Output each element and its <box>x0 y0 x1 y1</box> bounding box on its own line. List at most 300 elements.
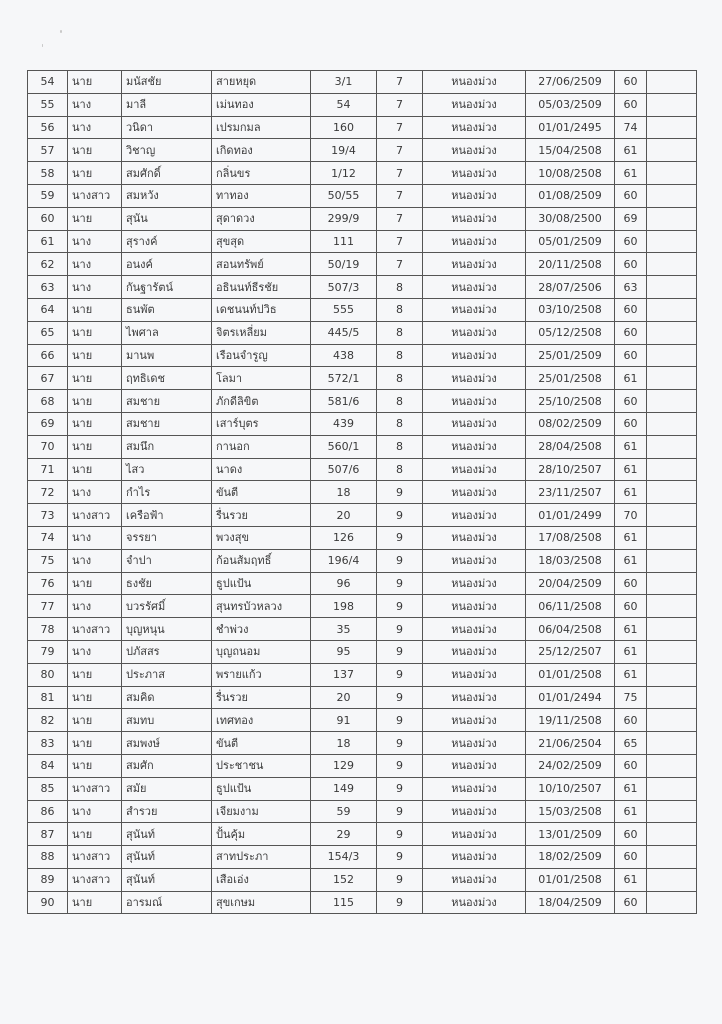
birth-date-cell: 18/02/2509 <box>526 846 615 869</box>
note-cell <box>647 686 697 709</box>
note-cell <box>647 891 697 914</box>
moo-cell: 9 <box>377 686 423 709</box>
first-name-cell: มนัสชัย <box>122 71 212 94</box>
age-cell: 60 <box>615 184 647 207</box>
first-name-cell: สมศักดิ์ <box>122 162 212 185</box>
birth-date-cell: 28/07/2506 <box>526 276 615 299</box>
birth-date-cell: 25/01/2508 <box>526 367 615 390</box>
table-row <box>28 71 697 94</box>
age-cell: 60 <box>615 230 647 253</box>
note-cell <box>647 754 697 777</box>
last-name-cell: สอนทรัพย์ <box>212 253 311 276</box>
age-cell: 61 <box>615 777 647 800</box>
table-row <box>28 139 697 162</box>
first-name-cell: สุนันท์ <box>122 823 212 846</box>
row-number-cell: 64 <box>28 298 68 321</box>
table-row <box>28 390 697 413</box>
table-row <box>28 435 697 458</box>
house-number-cell: 299/9 <box>311 207 377 230</box>
note-cell <box>647 116 697 139</box>
table-row <box>28 321 697 344</box>
last-name-cell: สุดาดวง <box>212 207 311 230</box>
prefix-cell: นาง <box>68 549 122 572</box>
village-cell: หนองม่วง <box>423 412 526 435</box>
birth-date-cell: 27/06/2509 <box>526 71 615 94</box>
first-name-cell: จำปา <box>122 549 212 572</box>
birth-date-cell: 06/04/2508 <box>526 618 615 641</box>
house-number-cell: 152 <box>311 868 377 891</box>
prefix-cell: นาย <box>68 344 122 367</box>
village-cell: หนองม่วง <box>423 572 526 595</box>
birth-date-cell: 05/12/2508 <box>526 321 615 344</box>
last-name-cell: ธูปแป้น <box>212 777 311 800</box>
house-number-cell: 29 <box>311 823 377 846</box>
moo-cell: 9 <box>377 618 423 641</box>
village-cell: หนองม่วง <box>423 526 526 549</box>
age-cell: 61 <box>615 481 647 504</box>
row-number-cell: 57 <box>28 139 68 162</box>
note-cell <box>647 709 697 732</box>
village-cell: หนองม่วง <box>423 823 526 846</box>
village-cell: หนองม่วง <box>423 139 526 162</box>
village-cell: หนองม่วง <box>423 435 526 458</box>
row-number-cell: 55 <box>28 93 68 116</box>
birth-date-cell: 25/10/2508 <box>526 390 615 413</box>
house-number-cell: 572/1 <box>311 367 377 390</box>
table-row <box>28 732 697 755</box>
last-name-cell: ชำพ่วง <box>212 618 311 641</box>
house-number-cell: 19/4 <box>311 139 377 162</box>
table-row <box>28 823 697 846</box>
table-row <box>28 207 697 230</box>
village-cell: หนองม่วง <box>423 458 526 481</box>
last-name-cell: เสือเอ่ง <box>212 868 311 891</box>
prefix-cell: นาง <box>68 640 122 663</box>
age-cell: 61 <box>615 162 647 185</box>
prefix-cell: นาง <box>68 800 122 823</box>
prefix-cell: นาย <box>68 663 122 686</box>
first-name-cell: กำไร <box>122 481 212 504</box>
note-cell <box>647 823 697 846</box>
house-number-cell: 50/19 <box>311 253 377 276</box>
age-cell: 69 <box>615 207 647 230</box>
village-cell: หนองม่วง <box>423 116 526 139</box>
row-number-cell: 77 <box>28 595 68 618</box>
last-name-cell: กานอก <box>212 435 311 458</box>
moo-cell: 9 <box>377 572 423 595</box>
moo-cell: 9 <box>377 640 423 663</box>
age-cell: 60 <box>615 595 647 618</box>
age-cell: 61 <box>615 800 647 823</box>
note-cell <box>647 618 697 641</box>
first-name-cell: กันฐารัตน์ <box>122 276 212 299</box>
prefix-cell: นาย <box>68 139 122 162</box>
village-cell: หนองม่วง <box>423 732 526 755</box>
house-number-cell: 1/12 <box>311 162 377 185</box>
birth-date-cell: 01/01/2508 <box>526 663 615 686</box>
house-number-cell: 581/6 <box>311 390 377 413</box>
last-name-cell: ทาทอง <box>212 184 311 207</box>
first-name-cell: บวรรัศมิ์ <box>122 595 212 618</box>
village-cell: หนองม่วง <box>423 71 526 94</box>
prefix-cell: นาง <box>68 595 122 618</box>
first-name-cell: วนิดา <box>122 116 212 139</box>
village-cell: หนองม่วง <box>423 344 526 367</box>
note-cell <box>647 184 697 207</box>
row-number-cell: 73 <box>28 504 68 527</box>
age-cell: 60 <box>615 71 647 94</box>
birth-date-cell: 24/02/2509 <box>526 754 615 777</box>
prefix-cell: นาย <box>68 390 122 413</box>
last-name-cell: ปั้นคุ้ม <box>212 823 311 846</box>
last-name-cell: นาดง <box>212 458 311 481</box>
birth-date-cell: 10/10/2507 <box>526 777 615 800</box>
moo-cell: 8 <box>377 344 423 367</box>
row-number-cell: 90 <box>28 891 68 914</box>
house-number-cell: 507/3 <box>311 276 377 299</box>
row-number-cell: 72 <box>28 481 68 504</box>
moo-cell: 8 <box>377 298 423 321</box>
first-name-cell: อารมณ์ <box>122 891 212 914</box>
prefix-cell: นาย <box>68 162 122 185</box>
age-cell: 74 <box>615 116 647 139</box>
village-cell: หนองม่วง <box>423 800 526 823</box>
moo-cell: 7 <box>377 93 423 116</box>
house-number-cell: 18 <box>311 481 377 504</box>
table-row <box>28 504 697 527</box>
moo-cell: 9 <box>377 595 423 618</box>
house-number-cell: 160 <box>311 116 377 139</box>
village-cell: หนองม่วง <box>423 162 526 185</box>
birth-date-cell: 01/08/2509 <box>526 184 615 207</box>
first-name-cell: ไพศาล <box>122 321 212 344</box>
age-cell: 61 <box>615 640 647 663</box>
row-number-cell: 74 <box>28 526 68 549</box>
prefix-cell: นาง <box>68 116 122 139</box>
table-row <box>28 116 697 139</box>
age-cell: 61 <box>615 458 647 481</box>
age-cell: 61 <box>615 868 647 891</box>
prefix-cell: นาย <box>68 207 122 230</box>
house-number-cell: 198 <box>311 595 377 618</box>
row-number-cell: 56 <box>28 116 68 139</box>
village-cell: หนองม่วง <box>423 686 526 709</box>
last-name-cell: สุขเกษม <box>212 891 311 914</box>
birth-date-cell: 13/01/2509 <box>526 823 615 846</box>
age-cell: 60 <box>615 754 647 777</box>
village-cell: หนองม่วง <box>423 321 526 344</box>
first-name-cell: สมคิด <box>122 686 212 709</box>
village-cell: หนองม่วง <box>423 663 526 686</box>
village-cell: หนองม่วง <box>423 367 526 390</box>
prefix-cell: นางสาว <box>68 618 122 641</box>
last-name-cell: ประชาชน <box>212 754 311 777</box>
row-number-cell: 65 <box>28 321 68 344</box>
note-cell <box>647 846 697 869</box>
house-number-cell: 95 <box>311 640 377 663</box>
birth-date-cell: 08/02/2509 <box>526 412 615 435</box>
row-number-cell: 86 <box>28 800 68 823</box>
last-name-cell: สาทประภา <box>212 846 311 869</box>
last-name-cell: เดชนนท์ปวิธ <box>212 298 311 321</box>
row-number-cell: 62 <box>28 253 68 276</box>
village-cell: หนองม่วง <box>423 640 526 663</box>
birth-date-cell: 03/10/2508 <box>526 298 615 321</box>
age-cell: 60 <box>615 891 647 914</box>
age-cell: 70 <box>615 504 647 527</box>
village-cell: หนองม่วง <box>423 481 526 504</box>
note-cell <box>647 412 697 435</box>
village-cell: หนองม่วง <box>423 754 526 777</box>
note-cell <box>647 230 697 253</box>
last-name-cell: สุนทรบัวหลวง <box>212 595 311 618</box>
prefix-cell: นาง <box>68 276 122 299</box>
moo-cell: 9 <box>377 754 423 777</box>
moo-cell: 7 <box>377 184 423 207</box>
last-name-cell: เสาร์บุตร <box>212 412 311 435</box>
note-cell <box>647 458 697 481</box>
prefix-cell: นาง <box>68 481 122 504</box>
age-cell: 60 <box>615 709 647 732</box>
village-cell: หนองม่วง <box>423 276 526 299</box>
age-cell: 60 <box>615 321 647 344</box>
first-name-cell: ประภาส <box>122 663 212 686</box>
table-row <box>28 526 697 549</box>
house-number-cell: 54 <box>311 93 377 116</box>
first-name-cell: สมนึก <box>122 435 212 458</box>
village-cell: หนองม่วง <box>423 868 526 891</box>
first-name-cell: สมหวัง <box>122 184 212 207</box>
last-name-cell: โลมา <box>212 367 311 390</box>
age-cell: 60 <box>615 298 647 321</box>
first-name-cell: จรรยา <box>122 526 212 549</box>
house-number-cell: 196/4 <box>311 549 377 572</box>
table-row <box>28 618 697 641</box>
table-row <box>28 891 697 914</box>
house-number-cell: 149 <box>311 777 377 800</box>
prefix-cell: นาย <box>68 891 122 914</box>
moo-cell: 8 <box>377 321 423 344</box>
village-cell: หนองม่วง <box>423 846 526 869</box>
note-cell <box>647 549 697 572</box>
age-cell: 60 <box>615 93 647 116</box>
moo-cell: 9 <box>377 800 423 823</box>
birth-date-cell: 20/11/2508 <box>526 253 615 276</box>
moo-cell: 9 <box>377 846 423 869</box>
last-name-cell: ขันตี <box>212 481 311 504</box>
village-cell: หนองม่วง <box>423 595 526 618</box>
moo-cell: 8 <box>377 458 423 481</box>
prefix-cell: นาย <box>68 572 122 595</box>
prefix-cell: นาย <box>68 458 122 481</box>
birth-date-cell: 18/03/2508 <box>526 549 615 572</box>
prefix-cell: นางสาว <box>68 184 122 207</box>
row-number-cell: 75 <box>28 549 68 572</box>
moo-cell: 8 <box>377 276 423 299</box>
moo-cell: 8 <box>377 412 423 435</box>
first-name-cell: เครือฟ้า <box>122 504 212 527</box>
last-name-cell: ขันตี <box>212 732 311 755</box>
village-cell: หนองม่วง <box>423 230 526 253</box>
note-cell <box>647 777 697 800</box>
moo-cell: 9 <box>377 891 423 914</box>
birth-date-cell: 28/04/2508 <box>526 435 615 458</box>
table-row <box>28 276 697 299</box>
moo-cell: 8 <box>377 390 423 413</box>
table-row <box>28 709 697 732</box>
village-cell: หนองม่วง <box>423 504 526 527</box>
moo-cell: 8 <box>377 435 423 458</box>
prefix-cell: นางสาว <box>68 777 122 800</box>
prefix-cell: นาง <box>68 526 122 549</box>
moo-cell: 9 <box>377 823 423 846</box>
age-cell: 60 <box>615 412 647 435</box>
house-number-cell: 445/5 <box>311 321 377 344</box>
row-number-cell: 61 <box>28 230 68 253</box>
house-number-cell: 555 <box>311 298 377 321</box>
first-name-cell: มาลี <box>122 93 212 116</box>
moo-cell: 7 <box>377 162 423 185</box>
note-cell <box>647 663 697 686</box>
last-name-cell: ภักดีลิขิต <box>212 390 311 413</box>
table-row <box>28 663 697 686</box>
note-cell <box>647 162 697 185</box>
house-number-cell: 111 <box>311 230 377 253</box>
roster-body <box>28 71 697 914</box>
prefix-cell: นางสาว <box>68 846 122 869</box>
birth-date-cell: 01/01/2508 <box>526 868 615 891</box>
first-name-cell: สมศัก <box>122 754 212 777</box>
last-name-cell: เปรมกมล <box>212 116 311 139</box>
moo-cell: 7 <box>377 230 423 253</box>
row-number-cell: 69 <box>28 412 68 435</box>
house-number-cell: 115 <box>311 891 377 914</box>
table-row <box>28 777 697 800</box>
first-name-cell: ธนพัต <box>122 298 212 321</box>
table-row <box>28 640 697 663</box>
house-number-cell: 129 <box>311 754 377 777</box>
first-name-cell: ปภัสสร <box>122 640 212 663</box>
age-cell: 60 <box>615 823 647 846</box>
note-cell <box>647 93 697 116</box>
last-name-cell: เทศทอง <box>212 709 311 732</box>
note-cell <box>647 344 697 367</box>
note-cell <box>647 139 697 162</box>
age-cell: 60 <box>615 846 647 869</box>
birth-date-cell: 05/03/2509 <box>526 93 615 116</box>
age-cell: 61 <box>615 435 647 458</box>
birth-date-cell: 15/04/2508 <box>526 139 615 162</box>
moo-cell: 9 <box>377 526 423 549</box>
row-number-cell: 76 <box>28 572 68 595</box>
last-name-cell: กลิ่นขร <box>212 162 311 185</box>
moo-cell: 9 <box>377 504 423 527</box>
elderly-roster-table <box>27 70 697 914</box>
prefix-cell: นาย <box>68 732 122 755</box>
house-number-cell: 96 <box>311 572 377 595</box>
moo-cell: 7 <box>377 253 423 276</box>
house-number-cell: 560/1 <box>311 435 377 458</box>
last-name-cell: เรือนจำรูญ <box>212 344 311 367</box>
village-cell: หนองม่วง <box>423 777 526 800</box>
note-cell <box>647 321 697 344</box>
table-row <box>28 93 697 116</box>
note-cell <box>647 71 697 94</box>
birth-date-cell: 10/08/2508 <box>526 162 615 185</box>
house-number-cell: 35 <box>311 618 377 641</box>
first-name-cell: ธงชัย <box>122 572 212 595</box>
row-number-cell: 54 <box>28 71 68 94</box>
last-name-cell: จิตรเหลี่ยม <box>212 321 311 344</box>
age-cell: 65 <box>615 732 647 755</box>
first-name-cell: สมัย <box>122 777 212 800</box>
village-cell: หนองม่วง <box>423 207 526 230</box>
first-name-cell: ฤทธิเดช <box>122 367 212 390</box>
first-name-cell: บุญหนุน <box>122 618 212 641</box>
village-cell: หนองม่วง <box>423 549 526 572</box>
birth-date-cell: 17/08/2508 <box>526 526 615 549</box>
last-name-cell: ก้อนส้มฤทธิ์ <box>212 549 311 572</box>
age-cell: 60 <box>615 390 647 413</box>
house-number-cell: 50/55 <box>311 184 377 207</box>
house-number-cell: 3/1 <box>311 71 377 94</box>
first-name-cell: มานพ <box>122 344 212 367</box>
house-number-cell: 507/6 <box>311 458 377 481</box>
note-cell <box>647 435 697 458</box>
prefix-cell: นาย <box>68 686 122 709</box>
moo-cell: 9 <box>377 549 423 572</box>
table-row <box>28 800 697 823</box>
note-cell <box>647 481 697 504</box>
first-name-cell: สุนันท์ <box>122 846 212 869</box>
birth-date-cell: 25/01/2509 <box>526 344 615 367</box>
note-cell <box>647 800 697 823</box>
last-name-cell: ธูปแป้น <box>212 572 311 595</box>
first-name-cell: สมชาย <box>122 390 212 413</box>
table-row <box>28 253 697 276</box>
last-name-cell: รื่นรวย <box>212 686 311 709</box>
moo-cell: 7 <box>377 139 423 162</box>
birth-date-cell: 01/01/2494 <box>526 686 615 709</box>
age-cell: 61 <box>615 526 647 549</box>
village-cell: หนองม่วง <box>423 390 526 413</box>
village-cell: หนองม่วง <box>423 891 526 914</box>
house-number-cell: 20 <box>311 686 377 709</box>
table-row <box>28 572 697 595</box>
table-row <box>28 344 697 367</box>
house-number-cell: 18 <box>311 732 377 755</box>
prefix-cell: นางสาว <box>68 504 122 527</box>
birth-date-cell: 01/01/2495 <box>526 116 615 139</box>
note-cell <box>647 207 697 230</box>
row-number-cell: 84 <box>28 754 68 777</box>
last-name-cell: อธินนท์ธีรชัย <box>212 276 311 299</box>
age-cell: 63 <box>615 276 647 299</box>
note-cell <box>647 367 697 390</box>
age-cell: 61 <box>615 618 647 641</box>
prefix-cell: นาย <box>68 321 122 344</box>
last-name-cell: เม่นทอง <box>212 93 311 116</box>
birth-date-cell: 25/12/2507 <box>526 640 615 663</box>
note-cell <box>647 595 697 618</box>
village-cell: หนองม่วง <box>423 709 526 732</box>
last-name-cell: รื่นรวย <box>212 504 311 527</box>
note-cell <box>647 253 697 276</box>
age-cell: 60 <box>615 344 647 367</box>
row-number-cell: 79 <box>28 640 68 663</box>
moo-cell: 9 <box>377 777 423 800</box>
age-cell: 60 <box>615 572 647 595</box>
